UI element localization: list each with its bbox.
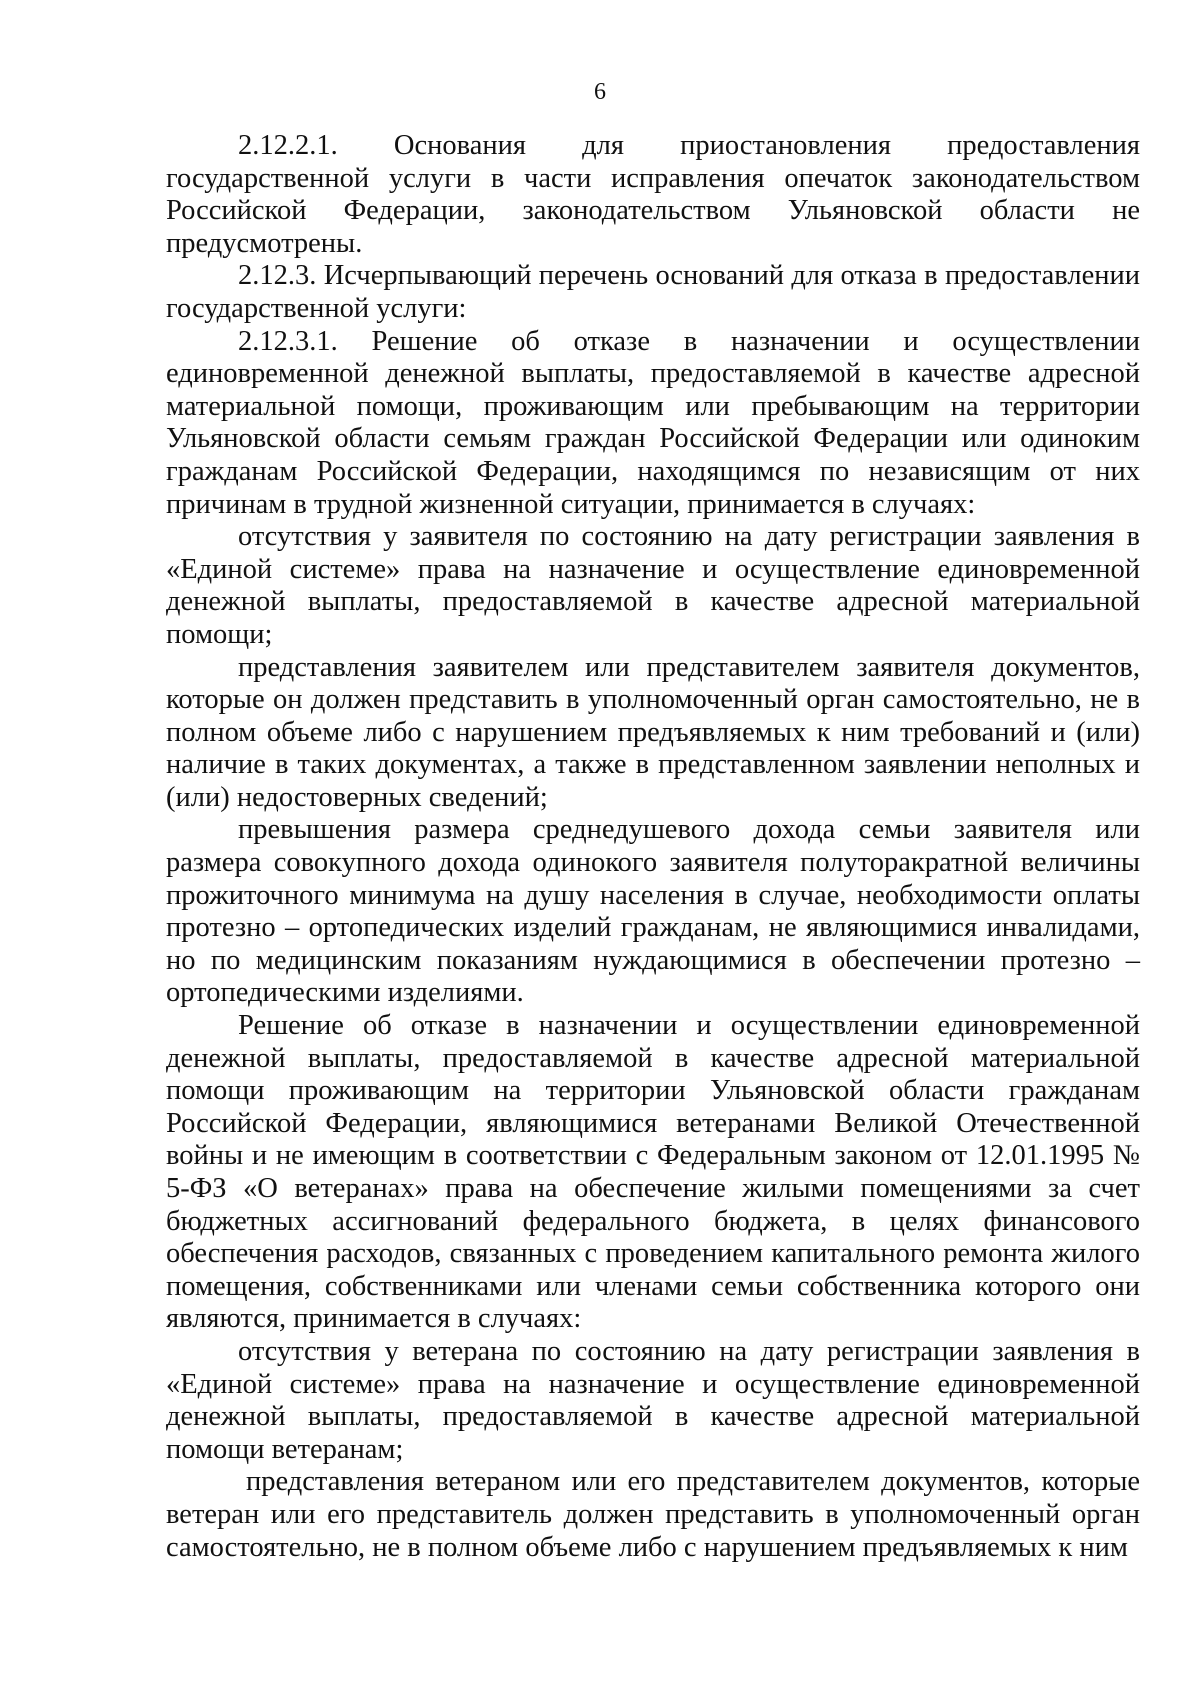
paragraph-veteran-no-right: отсутствия у ветерана по состоянию на дату регистрации заявления в «Единой системе» права на назначение и осуществление единовременной денежной выплаты, предоставляемой в качестве адресной материальной помощи ветеранам; (166, 1335, 1140, 1465)
paragraph-case-no-right: отсутствия у заявителя по состоянию на дату регистрации заявления в «Единой системе» права на назначение и осуществление единовременной денежной выплаты, предоставляемой в качестве адресной материальной помощи; (166, 521, 1140, 650)
paragraph-veterans-refusal: Решение об отказе в назначении и осуществлении единовременной денежной выплаты, предоставляемой в качестве адресной материальной помощи проживающим на территории Ульяновской области гражданам Российской Федерации, являющимися ветеранами Великой Отечественной войны и не имеющим в соответствии с Федеральным законом от 12.01.1995 № 5-ФЗ «О ветеранах» права на обеспечение жилыми помещениями за счет бюджетных ассигнований федерального бюджета, в целях финансового обеспечения расходов, связанных с проведением капитального ремонта жилого помещения, собственниками или членами семьи собственника которого они являются, принимается в случаях: (166, 1010, 1140, 1335)
page-number: 6 (594, 79, 606, 105)
paragraph-2-12-2-1: 2.12.2.1. Основания для приостановления предоставления государственной услуги в части исправления опечаток законодательством Российской Федерации, законодательством Ульяновской области не предусмотрены. (166, 130, 1140, 259)
paragraph-2-12-3: 2.12.3. Исчерпывающий перечень оснований для отказа в предоставлении государственной услуги: (166, 260, 1140, 324)
document-body (166, 130, 1140, 1564)
paragraph-case-income-exceeded: превышения размера среднедушевого дохода семьи заявителя или размера совокупного дохода одинокого заявителя полуторакратной величины прожиточного минимума на душу населения в случае, необходимости оплаты протезно – ортопедических изделий гражданам, не являющимися инвалидами, но по медицинским показаниям нуждающимися в обеспечении протезно – ортопедическими изделиями. (166, 814, 1140, 1009)
paragraph-case-incomplete-documents: представления заявителем или представителем заявителя документов, которые он должен представить в уполномоченный орган самостоятельно, не в полном объеме либо с нарушением предъявляемых к ним требований и (или) наличие в таких документах, а также в представленном заявлении неполных и (или) недостоверных сведений; (166, 651, 1140, 813)
paragraph-2-12-3-1: 2.12.3.1. Решение об отказе в назначении и осуществлении единовременной денежной выплаты, предоставляемой в качестве адресной материальной помощи, проживающим или пребывающим на территории Ульяновской области семьям граждан Российской Федерации или одиноким гражданам Российской Федерации, находящимся по независящим от них причинам в трудной жизненной ситуации, принимается в случаях: (166, 325, 1140, 520)
paragraph-veteran-documents: представления ветераном или его представителем документов, которые ветеран или его представитель должен представить в уполномоченный орган самостоятельно, не в полном объеме либо с нарушением предъявляемых к ним (166, 1466, 1140, 1563)
